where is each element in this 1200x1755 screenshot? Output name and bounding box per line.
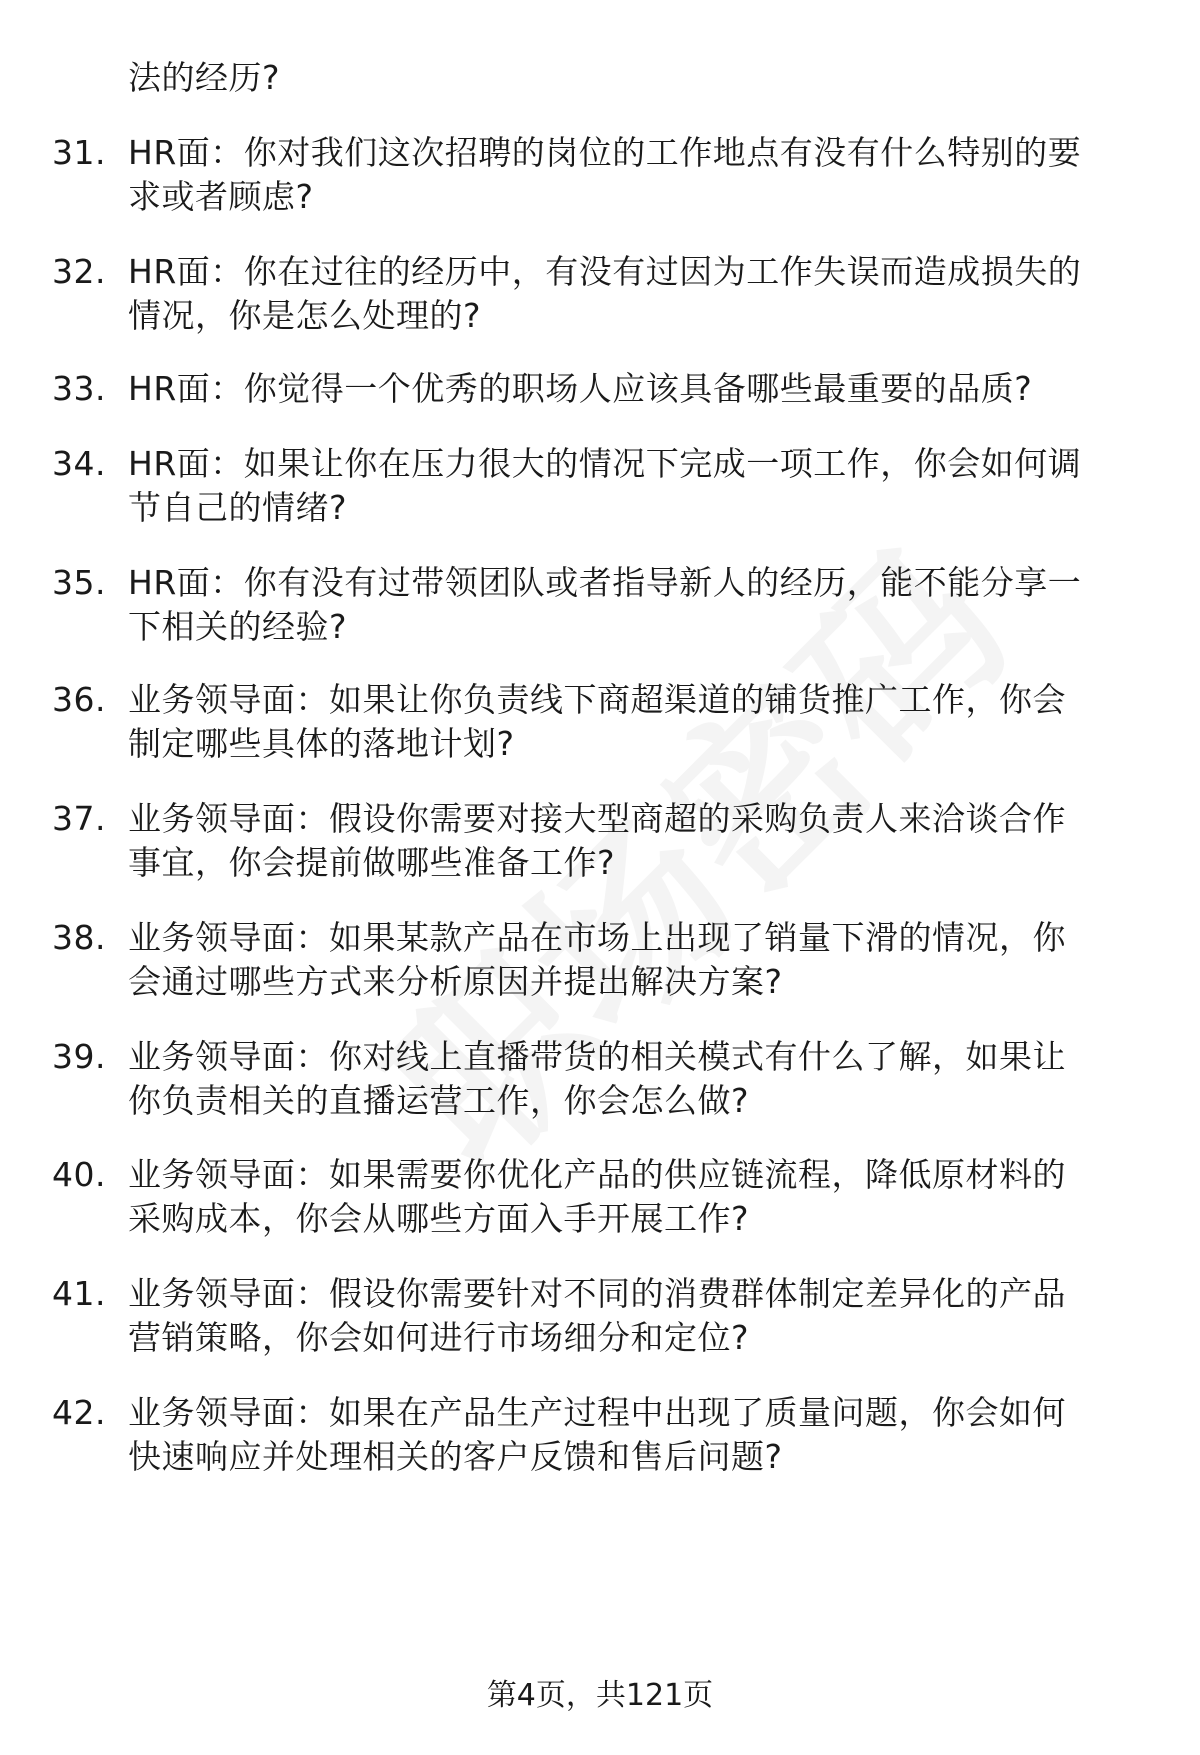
question-line: HR面：你对我们这次招聘的岗位的工作地点有没有什么特别的要 <box>128 133 1082 172</box>
question-line: 下相关的经验? <box>128 607 348 646</box>
question-number: 41. <box>52 1274 106 1313</box>
question-number: 31. <box>52 133 106 172</box>
question-number: 32. <box>52 252 106 291</box>
question-line: 情况，你是怎么处理的? <box>128 296 482 335</box>
question-line: 业务领导面：假设你需要针对不同的消费群体制定差异化的产品 <box>128 1274 1066 1313</box>
question-line: 求或者顾虑? <box>128 177 314 216</box>
question-number: 33. <box>52 369 106 408</box>
question-number: 38. <box>52 918 106 957</box>
question-line: 你负责相关的直播运营工作，你会怎么做? <box>128 1081 750 1120</box>
question-line: 业务领导面：如果在产品生产过程中出现了质量问题，你会如何 <box>128 1393 1066 1432</box>
question-line: HR面：你觉得一个优秀的职场人应该具备哪些最重要的品质? <box>128 369 1033 408</box>
question-line: HR面：你在过往的经历中，有没有过因为工作失误而造成损失的 <box>128 252 1082 291</box>
question-line: 制定哪些具体的落地计划? <box>128 724 515 763</box>
question-number: 42. <box>52 1393 106 1432</box>
question-number: 34. <box>52 444 106 483</box>
question-number: 40. <box>52 1155 106 1194</box>
question-line: 业务领导面：假设你需要对接大型商超的采购负责人来洽谈合作 <box>128 799 1066 838</box>
question-line: 业务领导面：如果需要你优化产品的供应链流程，降低原材料的 <box>128 1155 1066 1194</box>
question-line: 业务领导面：你对线上直播带货的相关模式有什么了解，如果让 <box>128 1037 1066 1076</box>
question-line: 采购成本，你会从哪些方面入手开展工作? <box>128 1199 750 1238</box>
question-line: 营销策略，你会如何进行市场细分和定位? <box>128 1318 750 1357</box>
question-number: 35. <box>52 563 106 602</box>
question-line: HR面：你有没有过带领团队或者指导新人的经历，能不能分享一 <box>128 563 1082 602</box>
question-number: 37. <box>52 799 106 838</box>
page-footer: 第4页，共121页 <box>486 1678 714 1713</box>
question-line: 快速响应并处理相关的客户反馈和售后问题? <box>128 1437 783 1476</box>
question-line: 会通过哪些方式来分析原因并提出解决方案? <box>128 962 783 1001</box>
question-number: 39. <box>52 1037 106 1076</box>
question-line: 事宜，你会提前做哪些准备工作? <box>128 843 616 882</box>
question-line: 业务领导面：如果让你负责线下商超渠道的铺货推广工作，你会 <box>128 680 1066 719</box>
question-line: 节自己的情绪? <box>128 488 348 527</box>
continuation-text: 法的经历? <box>128 58 281 97</box>
question-line: HR面：如果让你在压力很大的情况下完成一项工作，你会如何调 <box>128 444 1082 483</box>
question-number: 36. <box>52 680 106 719</box>
question-line: 业务领导面：如果某款产品在市场上出现了销量下滑的情况，你 <box>128 918 1066 957</box>
